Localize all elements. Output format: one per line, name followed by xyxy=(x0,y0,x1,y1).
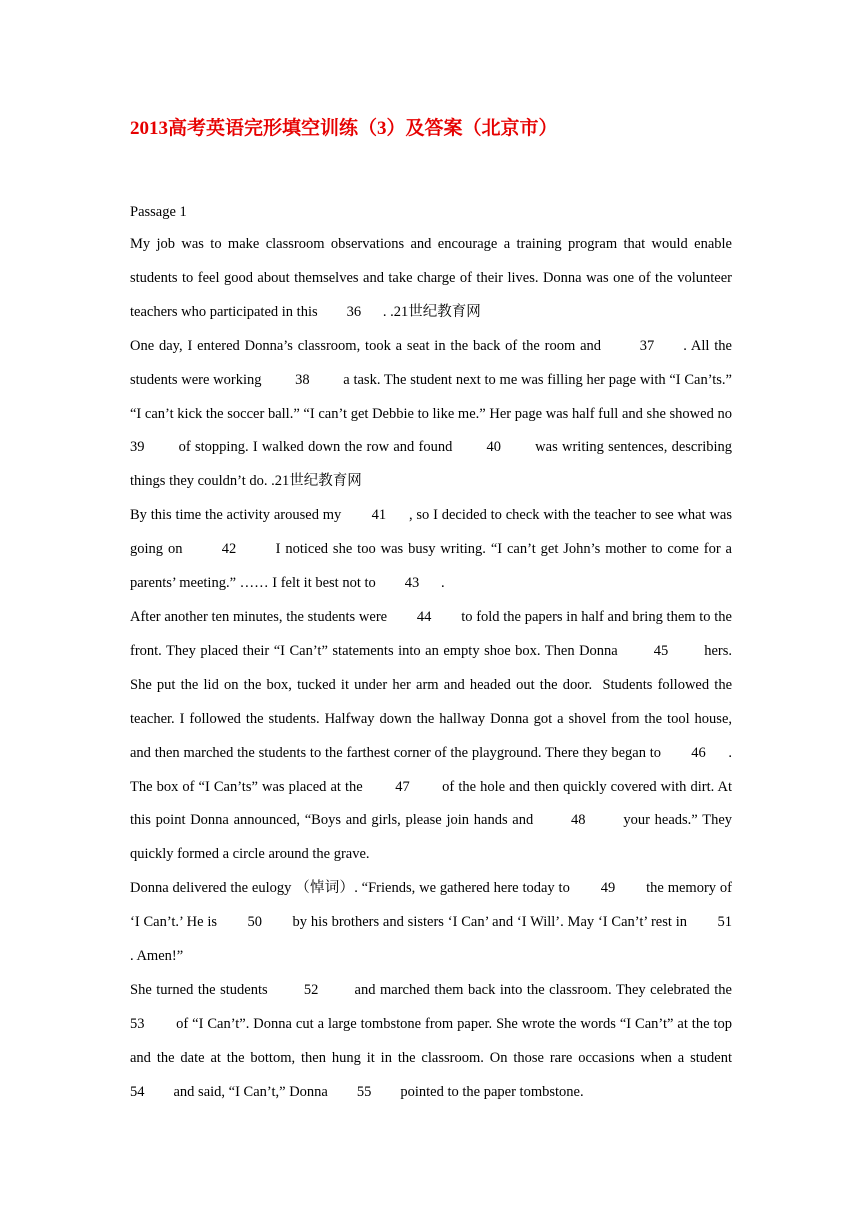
paragraph-6: She turned the students 52 and marched them back into the classroom. They celebrated the 53 of “I Can’t”. Donna cut a large tombstone from paper. She wrote the words “I Can’t” at the top and the date at the bottom, then hung it in the classroom. On those rare occasions when a student 54 and said, “I Can’t,” Donna 55 pointed to the paper tombstone. xyxy=(130,981,761,1100)
paragraph-4: After another ten minutes, the students were 44 to fold the papers in half and bring them to the front. They placed their “I Can’t” statements into an empty shoe box. Then Donna 45 hers. She put the lid on the box, tucked it under her arm and headed out the door. Students followed the teacher. I followed the students. Halfway down the hallway Donna got a shovel from the tool house, and then marched the students to the farthest corner of the playground. There they began to 46 . The box of “I Can’ts” was placed at the 47 of the hole and then quickly covered with dirt. At this point Donna announced, “Boys and girls, please join hands and 48 your heads.” They quickly formed a circle around the grave. xyxy=(130,608,736,863)
passage-body xyxy=(130,228,761,1110)
paragraph-2: One day, I entered Donna’s classroom, took a seat in the back of the room and 37 . All the students were working 38 a task. The student next to me was filling her page with “I Can’ts.” “I can’t kick the soccer ball.” “I can’t get Debbie to like me.” Her page was half full and she showed no 39 of stopping. I walked down the row and found 40 was writing sentences, describing things they couldn’t do. .21世纪教育网 xyxy=(130,337,761,490)
document-title: 2013高考英语完形填空训练（3）及答案（北京市） xyxy=(130,118,558,139)
paragraph-1: My job was to make classroom observations and encourage a training program that would enable students to feel good about themselves and take charge of their lives. Donna was one of the volunteer teachers who participated in this 36 . .21世纪教育网 xyxy=(130,236,736,320)
passage-label: Passage 1 xyxy=(130,204,187,220)
paragraph-5: Donna delivered the eulogy （悼词）. “Friends, we gathered here today to 49 the memory of ‘I Can’t.’ He is 50 by his brothers and sisters ‘I Can’ and ‘I Will’. May ‘I Can’t’ rest in 51 . Amen!” xyxy=(130,880,754,965)
paragraph-3: By this time the activity aroused my 41 , so I decided to check with the teacher to see what was going on 42 I noticed she too was busy writing. “I can’t get John’s mother to come for a parents’ meeting.” …… I felt it best not to 43 . xyxy=(130,507,736,592)
